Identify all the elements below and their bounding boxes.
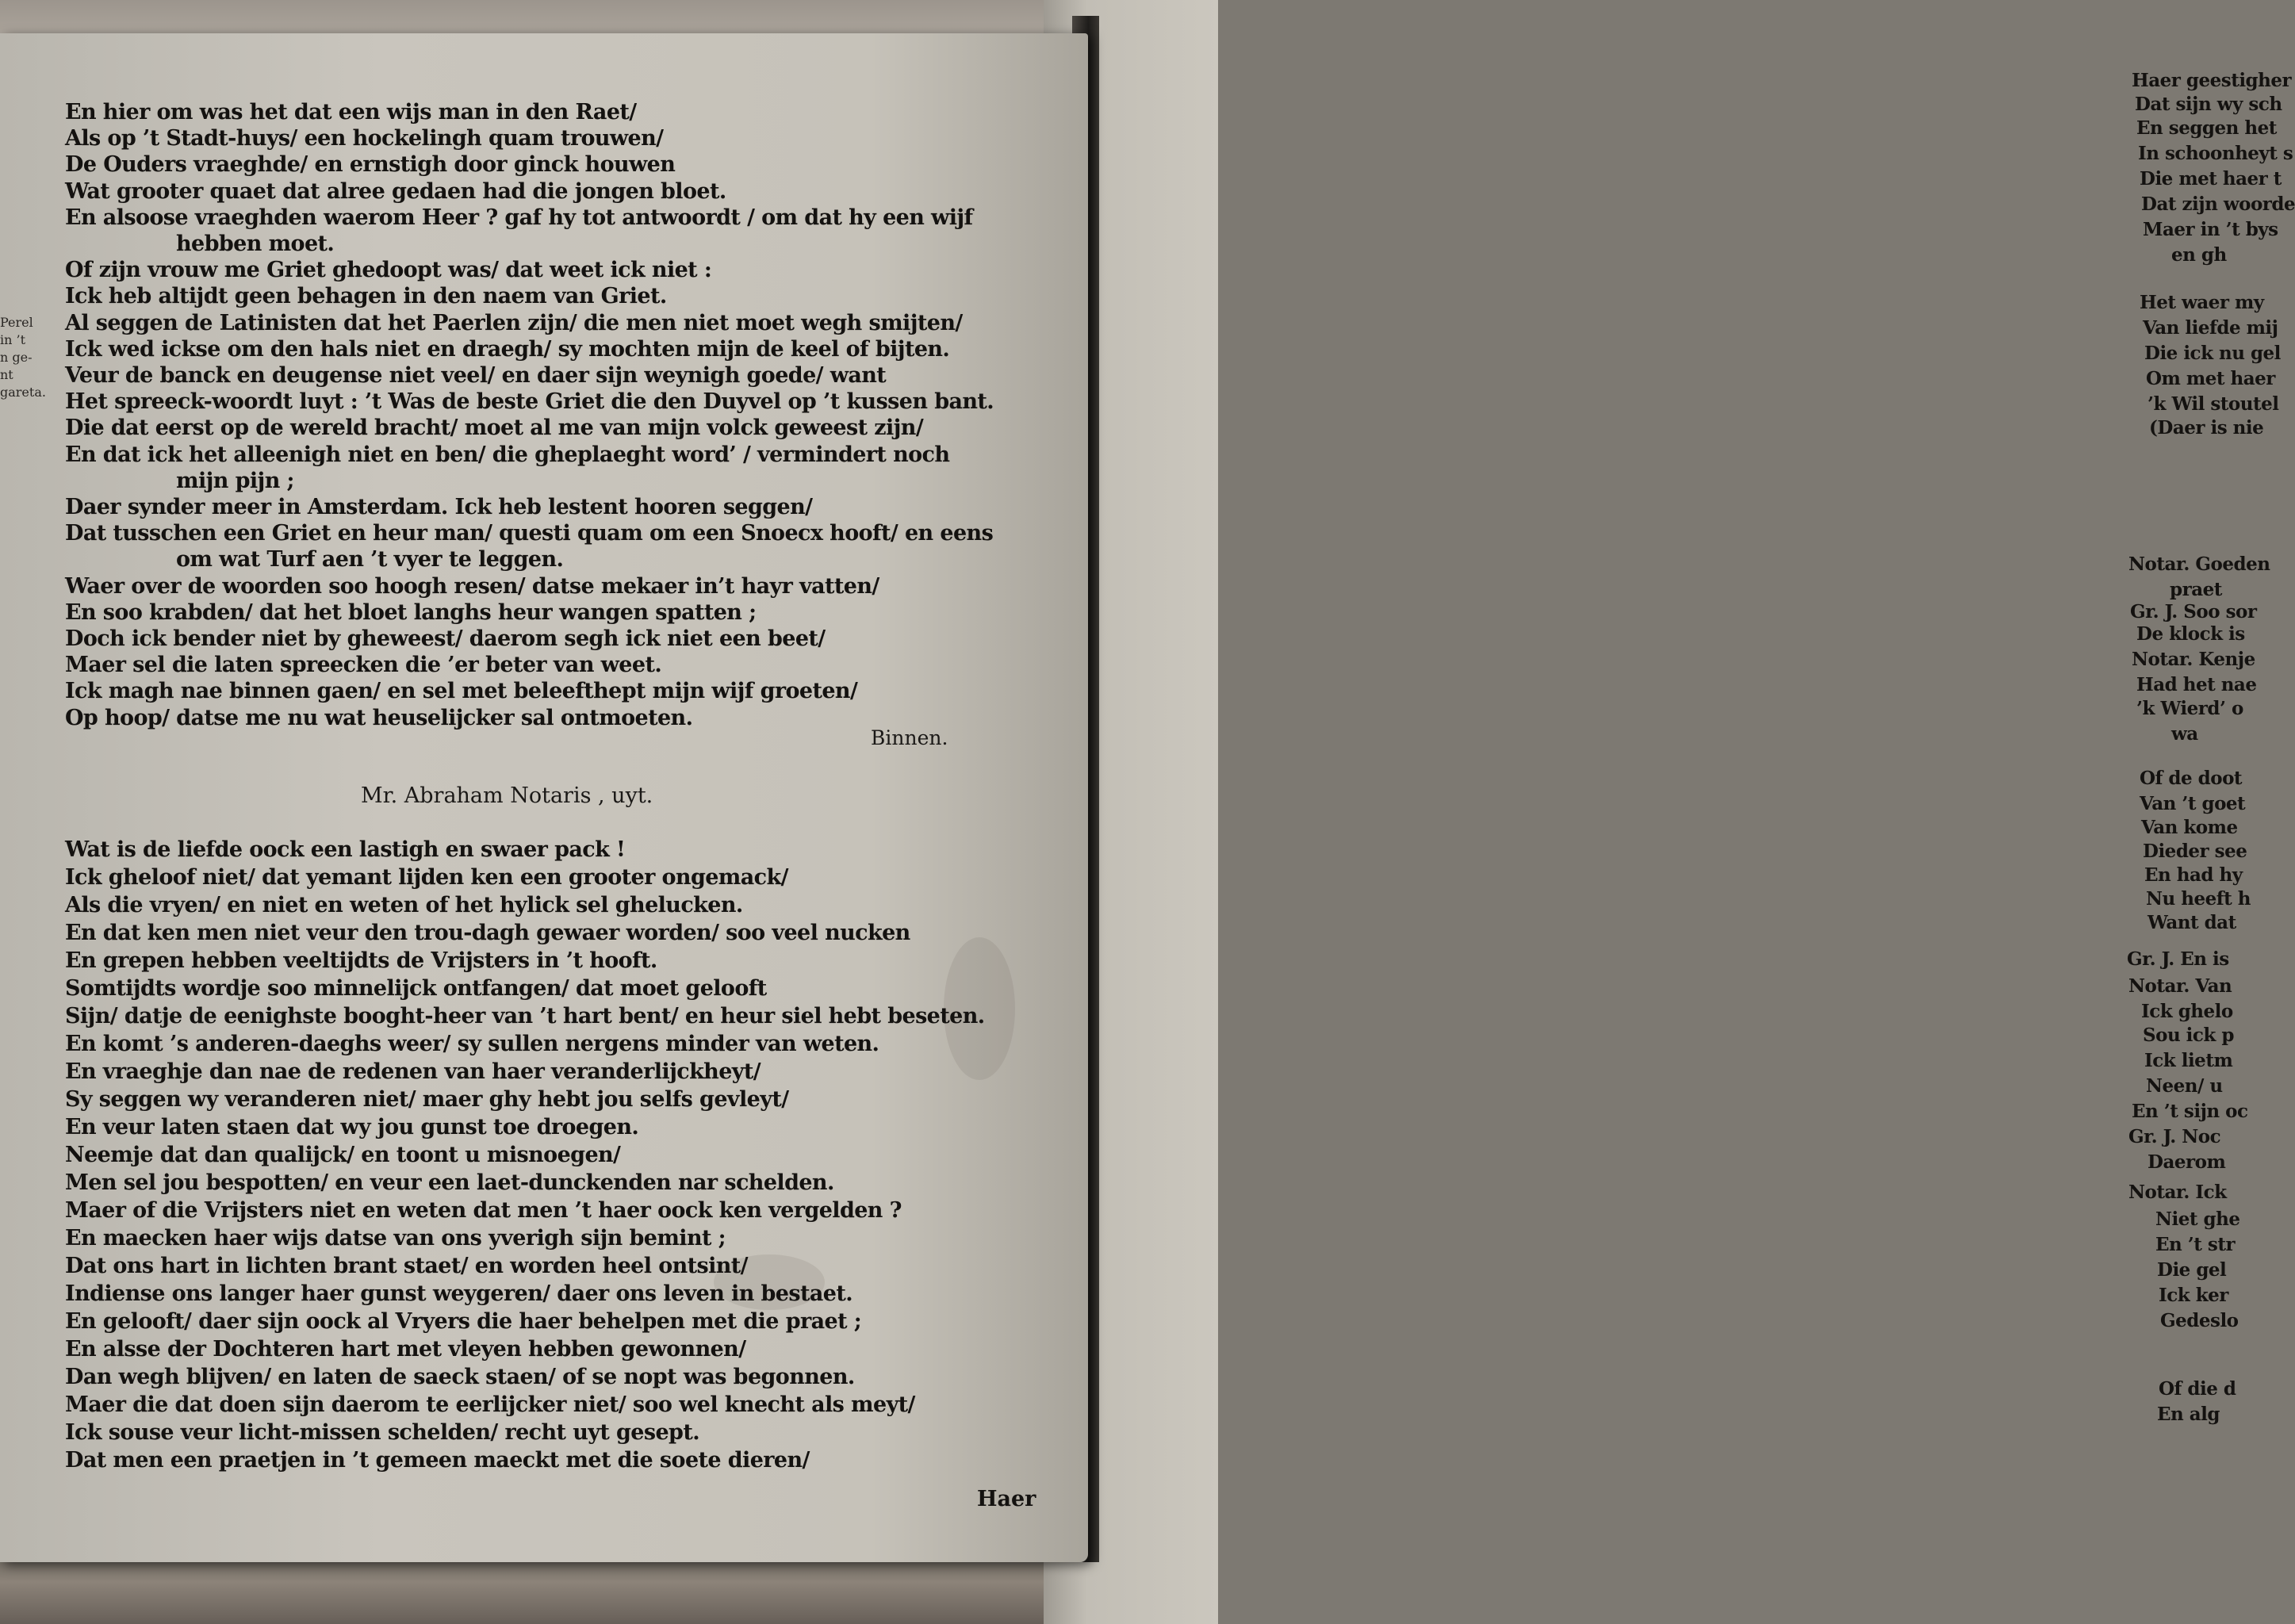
text-line: Neemje dat dan qualijck/ en toont u misnoegen/ [65, 1143, 621, 1167]
text-line: Dat men een praetjen in ’t gemeen maeckt met die soete dieren/ [65, 1448, 810, 1473]
text-line: mijn pijn ; [176, 469, 294, 493]
text-line: Als die vryen/ en niet en weten of het hylick sel ghelucken. [65, 893, 743, 917]
text-line: Dan wegh blijven/ en laten de saeck staen/ of se nopt was begonnen. [65, 1365, 855, 1389]
right-page-line: En ’t str [2155, 1234, 2236, 1255]
right-page-line: ’k Wierd’ o [2136, 698, 2243, 719]
text-line: Sy seggen wy veranderen niet/ maer ghy hebt jou selfs gevleyt/ [65, 1087, 789, 1112]
margin-note-line: gareta. [0, 385, 46, 400]
right-page-line: Niet ghe [2155, 1208, 2240, 1230]
text-line: Dat ons hart in lichten brant staet/ en worden heel ontsint/ [65, 1254, 748, 1278]
right-page-line: In schoonheyt s [2138, 143, 2293, 164]
right-page-line: Nu heeft h [2146, 888, 2251, 910]
right-page-line: Van kome [2141, 817, 2238, 838]
stage-direction: Binnen. [871, 726, 948, 749]
right-page-line: Dat zijn woorde [2141, 193, 2295, 215]
text-line: En veur laten staen dat wy jou gunst toe droegen. [65, 1115, 639, 1139]
text-line: En hier om was het dat een wijs man in den Raet/ [65, 100, 637, 124]
text-line: En soo krabden/ dat het bloet langhs heur wangen spatten ; [65, 600, 757, 625]
text-line: Dat tusschen een Griet en heur man/ questi quam om een Snoecx hooft/ en eens [65, 521, 994, 546]
right-page-line: De klock is [2136, 623, 2245, 645]
right-page-line: Want dat [2147, 912, 2236, 933]
text-line: En dat ken men niet veur den trou-dagh gewaer worden/ soo veel nucken [65, 921, 910, 945]
right-page-line: Ick ghelo [2141, 1001, 2233, 1022]
text-line: Veur de banck en deugense niet veel/ en daer sijn weynigh goede/ want [65, 363, 887, 388]
text-line: Of zijn vrouw me Griet ghedoopt was/ dat weet ick niet : [65, 258, 712, 282]
right-page-line: (Daer is nie [2149, 417, 2264, 439]
text-line: Ick magh nae binnen gaen/ en sel met beleefthept mijn wijf groeten/ [65, 679, 858, 703]
text-line: Maer of die Vrijsters niet en weten dat men ’t haer oock ken vergelden ? [65, 1198, 902, 1223]
text-line: En komt ’s anderen-daeghs weer/ sy sullen nergens minder van weten. [65, 1032, 879, 1056]
right-page-line: Sou ick p [2143, 1025, 2234, 1046]
text-line: En gelooft/ daer sijn oock al Vryers die haer behelpen met die praet ; [65, 1309, 862, 1334]
text-line: En dat ick het alleenigh niet en ben/ die gheplaeght word’ / vermindert noch [65, 442, 950, 467]
text-line: Somtijdts wordje soo minnelijck ontfangen/ dat moet gelooft [65, 976, 767, 1001]
right-page-line: Het waer my [2140, 292, 2264, 313]
margin-note-line: Perel [0, 315, 33, 330]
right-page-line: Gr. J. Noc [2128, 1126, 2221, 1147]
text-line: Sijn/ datje de eenighste booght-heer van ’t hart bent/ en heur siel hebt beseten. [65, 1004, 985, 1028]
margin-note-line: n ge- [0, 350, 33, 365]
right-page-line: En seggen het [2136, 117, 2277, 139]
right-page-line: Die ick nu gel [2144, 343, 2281, 364]
right-page-line: Die gel [2157, 1259, 2227, 1281]
right-page-line: Of die d [2159, 1378, 2236, 1400]
right-page-line: Maer in ’t bys [2143, 219, 2278, 240]
text-line: De Ouders vraeghde/ en ernstigh door ginck houwen [65, 152, 676, 177]
right-page-line: En ’t sijn oc [2132, 1101, 2248, 1122]
right-page-line: Notar. Kenje [2132, 649, 2255, 670]
text-line: En maecken haer wijs datse van ons yverigh sijn bemint ; [65, 1226, 726, 1251]
text-line: Maer sel die laten spreecken die ’er beter van weet. [65, 653, 662, 677]
text-line: Het spreeck-woordt luyt : ’t Was de beste Griet die den Duyvel op ’t kussen bant. [65, 389, 994, 414]
right-page-line: Haer geestigher [2132, 70, 2292, 91]
text-line: Indiense ons langer haer gunst weygeren/ daer ons leven in bestaet. [65, 1281, 852, 1306]
text-line: hebben moet. [176, 232, 335, 256]
text-line: Ick gheloof niet/ dat yemant lijden ken een grooter ongemack/ [65, 865, 788, 890]
right-page-line: Ick lietm [2144, 1050, 2233, 1071]
text-line: Men sel jou bespotten/ en veur een laet-dunckenden nar schelden. [65, 1170, 834, 1195]
text-line: Daer synder meer in Amsterdam. Ick heb lestent hooren seggen/ [65, 495, 813, 519]
right-page-line: praet [2170, 579, 2222, 600]
text-line: Al seggen de Latinisten dat het Paerlen zijn/ die men niet moet wegh smijten/ [65, 311, 963, 335]
text-line: Ick wed ickse om den hals niet en draegh/ sy mochten mijn de keel of bijten. [65, 337, 950, 362]
right-page-line: En alg [2157, 1404, 2220, 1425]
right-page-line: Dat sijn wy sch [2135, 94, 2282, 115]
text-line: En alsoose vraeghden waerom Heer ? gaf hy tot antwoordt / om dat hy een wijf [65, 205, 973, 230]
right-page-line: Ick ker [2159, 1285, 2228, 1306]
text-line: Die dat eerst op de wereld bracht/ moet al me van mijn volck geweest zijn/ [65, 416, 924, 440]
right-page-line: Gr. J. En is [2127, 948, 2229, 970]
text-line: Als op ’t Stadt-huys/ een hockelingh quam trouwen/ [65, 126, 664, 151]
margin-note-line: nt [0, 367, 13, 382]
text-line: En vraeghje dan nae de redenen van haer veranderlijckheyt/ [65, 1059, 761, 1084]
right-page-line: Neen/ u [2146, 1075, 2223, 1097]
right-page-line: Dieder see [2143, 841, 2247, 862]
text-line: Ick souse veur licht-missen schelden/ recht uyt gesept. [65, 1420, 699, 1445]
margin-note [0, 314, 56, 401]
right-page-line: Gedeslo [2160, 1310, 2239, 1331]
text-line: Maer die dat doen sijn daerom te eerlijcker niet/ soo wel knecht als meyt/ [65, 1392, 915, 1417]
right-page-line: En had hy [2144, 864, 2243, 886]
right-page-line: Gr. J. Soo sor [2130, 601, 2257, 622]
background-cloth-bottom [0, 1554, 1218, 1624]
right-page-line: Daerom [2147, 1151, 2226, 1173]
speaker-heading: Mr. Abraham Notaris , uyt. [361, 783, 653, 808]
right-page-line: Of de doot [2140, 768, 2243, 789]
text-line: Op hoop/ datse me nu wat heuselijcker sal ontmoeten. [65, 706, 693, 730]
text-line: om wat Turf aen ’t vyer te leggen. [176, 547, 564, 572]
right-page-line: Notar. Van [2128, 975, 2232, 997]
right-page-line: Om met haer [2146, 368, 2275, 389]
right-page-line: Van liefde mij [2143, 317, 2278, 339]
right-page-line: Van ’t goet [2140, 793, 2246, 814]
right-page-line: wa [2171, 723, 2198, 745]
text-line: En grepen hebben veeltijdts de Vrijsters in ’t hooft. [65, 948, 657, 973]
right-page-line: Notar. Ick [2128, 1182, 2227, 1203]
right-page-line: ’k Wil stoutel [2147, 393, 2279, 415]
catchword: Haer [977, 1487, 1036, 1511]
text-line: Wat is de liefde oock een lastigh en swaer pack ! [65, 837, 626, 862]
text-line: Wat grooter quaet dat alree gedaen had die jongen bloet. [65, 179, 726, 204]
right-page-line: en gh [2171, 244, 2227, 266]
right-page-line: Die met haer t [2140, 168, 2282, 190]
margin-note-line: in ’t [0, 332, 26, 347]
right-page-line: Had het nae [2136, 674, 2257, 695]
text-line: Ick heb altijdt geen behagen in den naem van Griet. [65, 284, 667, 308]
right-page-line: Notar. Goeden [2128, 553, 2270, 575]
text-line: Waer over de woorden soo hoogh resen/ datse mekaer in’t hayr vatten/ [65, 574, 879, 599]
text-line: En alsse der Dochteren hart met vleyen hebben gewonnen/ [65, 1337, 746, 1362]
text-line: Doch ick bender niet by gheweest/ daerom segh ick niet een beet/ [65, 626, 826, 651]
